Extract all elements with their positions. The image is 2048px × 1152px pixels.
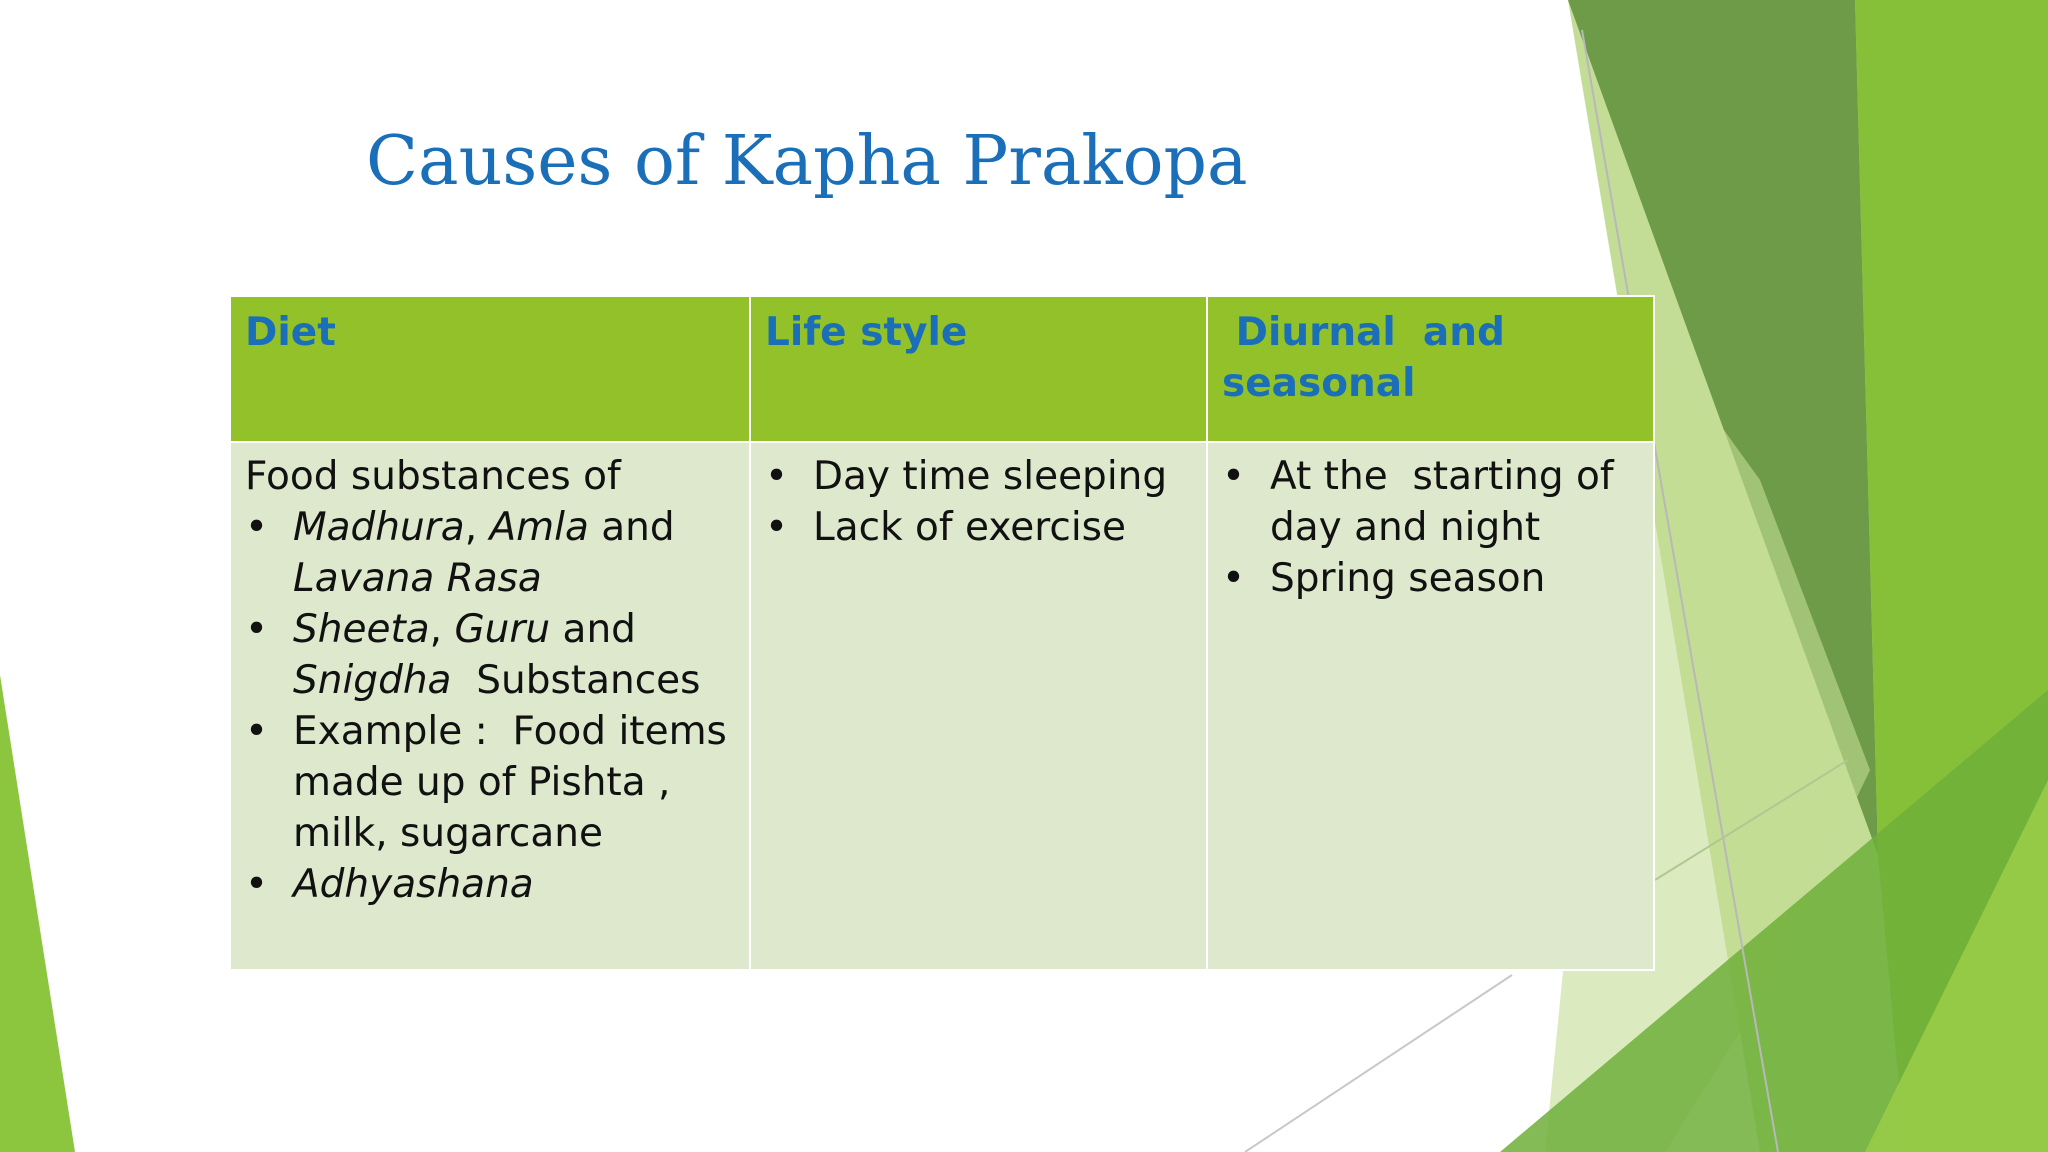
diet-lead: Food substances of xyxy=(245,454,621,499)
diet-text: Guru xyxy=(454,607,551,652)
lifestyle-text: Lack of exercise xyxy=(813,505,1126,550)
cell-diet xyxy=(230,442,750,970)
diet-text: and xyxy=(550,607,649,652)
bullet-icon: • xyxy=(1222,454,1246,499)
table-row xyxy=(230,442,1654,970)
diet-text: , xyxy=(429,607,455,652)
cell-diurnal xyxy=(1207,442,1654,970)
list-item xyxy=(765,451,1192,502)
lifestyle-text: Day time sleeping xyxy=(813,454,1168,499)
bullet-icon: • xyxy=(245,607,269,652)
list-item xyxy=(1222,451,1639,553)
diurnal-list xyxy=(1222,451,1639,604)
deco-line-2 xyxy=(1245,975,1512,1152)
list-item xyxy=(245,706,740,859)
diet-text: Substances xyxy=(451,658,701,703)
diet-text: Example : Food items made up of Pishta , milk, sugarcane xyxy=(293,709,740,856)
deco-shape-left xyxy=(0,675,75,1152)
diet-text: Lavana Rasa xyxy=(293,556,542,601)
lifestyle-list xyxy=(765,451,1192,553)
table-header-row xyxy=(230,296,1654,442)
diet-text: Snigdha xyxy=(293,658,452,703)
slide-title: Causes of Kapha Prakopa xyxy=(366,122,1248,201)
list-item xyxy=(1222,553,1639,604)
bullet-icon: • xyxy=(1222,556,1246,601)
diet-text: Amla xyxy=(489,505,589,550)
bullet-icon: • xyxy=(245,505,269,550)
bullet-icon: • xyxy=(245,862,269,907)
list-item xyxy=(765,502,1192,553)
diurnal-text: Spring season xyxy=(1270,556,1546,601)
bullet-icon: • xyxy=(765,454,789,499)
list-item xyxy=(245,502,735,604)
list-item xyxy=(245,859,735,910)
causes-table xyxy=(229,295,1655,971)
header-lifestyle: Life style xyxy=(750,296,1207,442)
list-item xyxy=(245,604,735,706)
diet-list xyxy=(245,502,740,910)
bullet-icon: • xyxy=(245,709,269,754)
diurnal-text: At the starting of day and night xyxy=(1270,454,1627,550)
diet-text: Madhura xyxy=(293,505,465,550)
header-diurnal: Diurnal and seasonal xyxy=(1207,296,1654,442)
bullet-icon: • xyxy=(765,505,789,550)
diet-text: Adhyashana xyxy=(293,862,534,907)
header-diet: Diet xyxy=(230,296,750,442)
diet-text: Sheeta xyxy=(293,607,430,652)
diet-text: , xyxy=(464,505,490,550)
diet-text: and xyxy=(588,505,688,550)
cell-lifestyle xyxy=(750,442,1207,970)
